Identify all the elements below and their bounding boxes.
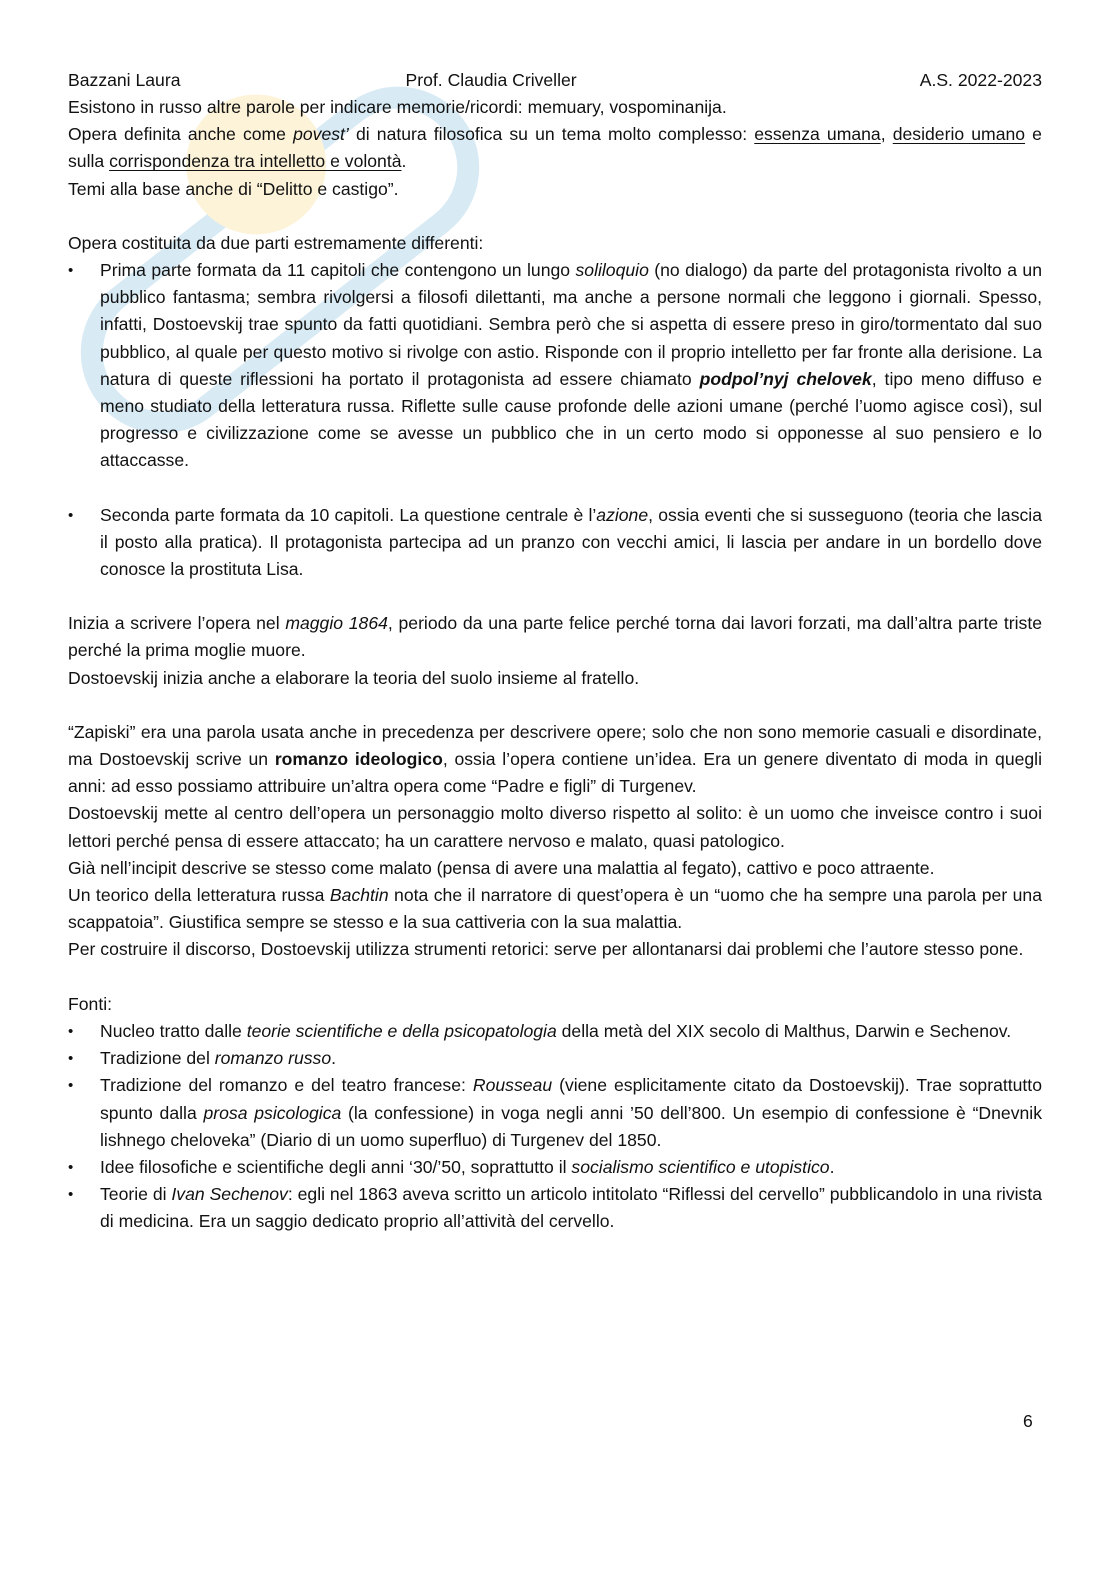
bullet-icon: • (68, 262, 74, 280)
paragraph-incipit: Già nell’incipit descrive se stesso come malato (pensa di avere una malattia al fegato), cattivo e poco attraente. (68, 857, 935, 878)
sources-list (68, 1018, 1042, 1236)
list-item: • Tradizione del romanzo russo. (68, 1045, 1042, 1072)
header-author: Bazzani Laura (68, 70, 181, 90)
paragraph-personaggio: Dostoevskij mette al centro dell’opera un personaggio molto diverso rispetto al solito: è un uomo che inveisce contro i suoi lettori perché pensa di essere attaccato; ha un carattere nervoso e malato, quasi patologico. (68, 803, 1042, 851)
paragraph-suolo: Dostoevskij inizia anche a elaborare la teoria del suolo insieme al fratello. (68, 667, 640, 688)
page-header (68, 67, 1042, 94)
list-item: • Tradizione del romanzo e del teatro francese: Rousseau (viene esplicitamente citato da Dostoevskij). Trae soprattutto spunto dalla prosa psicologica (la confessione) in voga negli anni ’50 dell’800. Un esempio di confessione è “Dnevnik lishnego cheloveka” (Diario di un uomo superfluo) di Turgenev del 1850. (68, 1072, 1042, 1154)
paragraph-1864: Inizia a scrivere l’opera nel maggio 1864, periodo da una parte felice perché torna dai lavori forzati, ma dall’altra parte triste perché la prima moglie muore. (68, 613, 1042, 661)
parts-list (68, 257, 1042, 475)
list-item: • Prima parte formata da 11 capitoli che contengono un lungo soliloquio (no dialogo) da parte del protagonista rivolto a un pubblico fantasma; sembra rivolgersi a filosofi dilettanti, ma anche a persone normali che leggono i giornali. Spesso, infatti, Dostoevskij trae spunto da fatti quotidiani. Sembra però che si aspetta di essere preso in giro/tormentato dal suo pubblico, al quale per questo motivo si rivolge con astio. Risponde con il proprio intelletto per far fronte alla derisione. La natura di queste riflessioni ha portato il protagonista ad essere chiamato podpol’nyj chelovek, tipo meno diffuso e meno studiato della letteratura russa. Riflette sulle cause profonde delle azioni umane (perché l’uomo agisce così), sul progresso e civilizzazione come se avesse un pubblico che in un certo modo si opponesse al suo pensiero e lo attaccasse. (68, 257, 1042, 475)
bullet-icon: • (68, 506, 74, 524)
list-item: • Nucleo tratto dalle teorie scientifiche e della psicopatologia della metà del XIX secolo di Malthus, Darwin e Sechenov. (68, 1018, 1042, 1045)
intro-line-2: Opera definita anche come povest’ di natura filosofica su un tema molto complesso: essenza umana, desiderio umano e sulla corrispondenza tra intelletto e volontà. (68, 124, 1042, 172)
bullet-icon: • (68, 1050, 74, 1068)
list-item: • Teorie di Ivan Sechenov: egli nel 1863 aveva scritto un articolo intitolato “Riflessi del cervello” pubblicandolo in una rivista di medicina. Era un saggio dedicato proprio all’attività del cervello. (68, 1181, 1042, 1235)
intro-line-3: Temi alla base anche di “Delitto e castigo”. (68, 178, 399, 199)
bullet-icon: • (68, 1077, 74, 1095)
page-content (68, 67, 1042, 1236)
bullet-icon: • (68, 1022, 74, 1040)
parts-intro: Opera costituita da due parti estremamente differenti: (68, 232, 484, 253)
paragraph-zapiski: “Zapiski” era una parola usata anche in precedenza per descrivere opere; solo che non sono memorie casuali e disordinate, ma Dostoevskij scrive un romanzo ideologico, ossia l’opera contiene un’idea. Era un genere diventato di moda in quegli anni: ad esso possiamo attribuire un’altra opera come “Padre e figli” di Turgenev. (68, 721, 1042, 797)
list-item: • Idee filosofiche e scientifiche degli anni ‘30/’50, soprattutto il socialismo scientifico e utopistico. (68, 1154, 1042, 1181)
header-professor: Prof. Claudia Criveller (405, 70, 577, 90)
parts-list-2 (68, 502, 1042, 584)
page-number: 6 (1023, 1411, 1033, 1431)
header-year: A.S. 2022-2023 (919, 70, 1042, 90)
paragraph-bachtin: Un teorico della letteratura russa Bachtin nota che il narratore di quest’opera è un “uomo che ha sempre una parola per una scappatoia”. Giustifica sempre se stesso e la sua cattiveria con la sua malattia. (68, 885, 1042, 933)
bullet-icon: • (68, 1158, 74, 1176)
sources-title: Fonti: (68, 993, 113, 1014)
bullet-icon: • (68, 1186, 74, 1204)
list-item: • Seconda parte formata da 10 capitoli. La questione centrale è l’azione, ossia eventi che si susseguono (teoria che lascia il posto alla pratica). Il protagonista partecipa ad un pranzo con vecchi amici, li lascia per andare in un bordello dove conosce la prostituta Lisa. (68, 502, 1042, 584)
intro-line-1: Esistono in russo altre parole per indicare memorie/ricordi: memuary, vospominanija. (68, 97, 727, 117)
paragraph-discorso: Per costruire il discorso, Dostoevskij utilizza strumenti retorici: serve per allontanarsi dai problemi che l’autore stesso pone. (68, 939, 1024, 960)
